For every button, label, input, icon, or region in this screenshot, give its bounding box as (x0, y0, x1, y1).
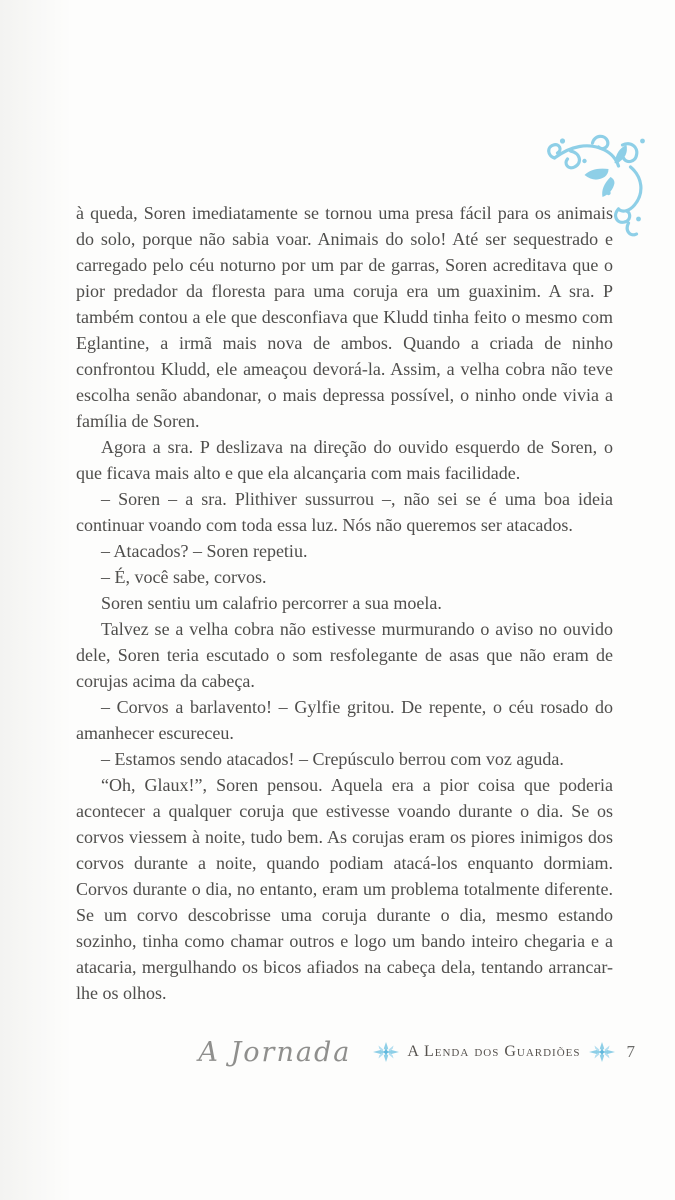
paragraph: – Soren – a sra. Plithiver sussurrou –, não sei se é uma boa ideia continuar voando com toda essa luz. Nós não queremos ser atacados. (76, 489, 613, 535)
paragraph: – É, você sabe, corvos. (101, 567, 267, 587)
paragraph: “Oh, Glaux!”, Soren pensou. Aquela era a pior coisa que poderia acontecer a qualquer coruja que estivesse voando durante o dia. Se os corvos viessem à noite, tudo bem. As corujas eram os piores inimigos dos corvos durante a noite, quando podiam atacá-los enquanto dormiam. Corvos durante o dia, no entanto, eram um problema totalmente diferente. Se um corvo descobrisse uma coruja durante o dia, mesmo estando sozinho, tinha como chamar outros e logo um bando inteiro chegaria e a atacaria, mergulhando os bicos afiados na cabeça dela, tentando arrancar-lhe os olhos. (76, 775, 613, 1003)
page-footer (76, 1032, 635, 1072)
paragraph: – Corvos a barlavento! – Gylfie gritou. De repente, o céu rosado do amanhecer escureceu. (76, 697, 613, 743)
page-body-text (76, 200, 613, 1006)
snowflake-icon (589, 1041, 615, 1063)
paragraph: Soren sentiu um calafrio percorrer a sua moela. (101, 593, 442, 613)
paragraph: Talvez se a velha cobra não estivesse murmurando o aviso no ouvido dele, Soren teria escutado o som resfolegante de asas que não eram de corujas acima da cabeça. (76, 619, 613, 691)
book-title: A Lenda dos Guardiões (407, 1043, 581, 1060)
page-number: 7 (626, 1042, 635, 1061)
chapter-title: A Jornada (198, 1036, 352, 1068)
paragraph: Agora a sra. P deslizava na direção do ouvido esquerdo de Soren, o que ficava mais alto e que ela alcançaria com mais facilidade. (76, 437, 613, 483)
snowflake-icon (373, 1041, 399, 1063)
paragraph: – Atacados? – Soren repetiu. (101, 541, 308, 561)
paragraph: – Estamos sendo atacados! – Crepúsculo berrou com voz aguda. (101, 749, 564, 769)
paragraph: à queda, Soren imediatamente se tornou uma presa fácil para os animais do solo, porque não sabia voar. Animais do solo! Até ser sequestrado e carregado pelo céu noturno por um par de garras, Soren acreditava que o pior predador da floresta para uma coruja era um guaxinim. A sra. P também contou a ele que desconfiava que Kludd tinha feito o mesmo com Eglantine, a irmã mais nova de ambos. Quando a criada de ninho confrontou Kludd, ele ameaçou devorá-la. Assim, a velha cobra não teve escolha senão abandonar, o mais depressa possível, o ninho onde vivia a família de Soren. (76, 203, 613, 431)
